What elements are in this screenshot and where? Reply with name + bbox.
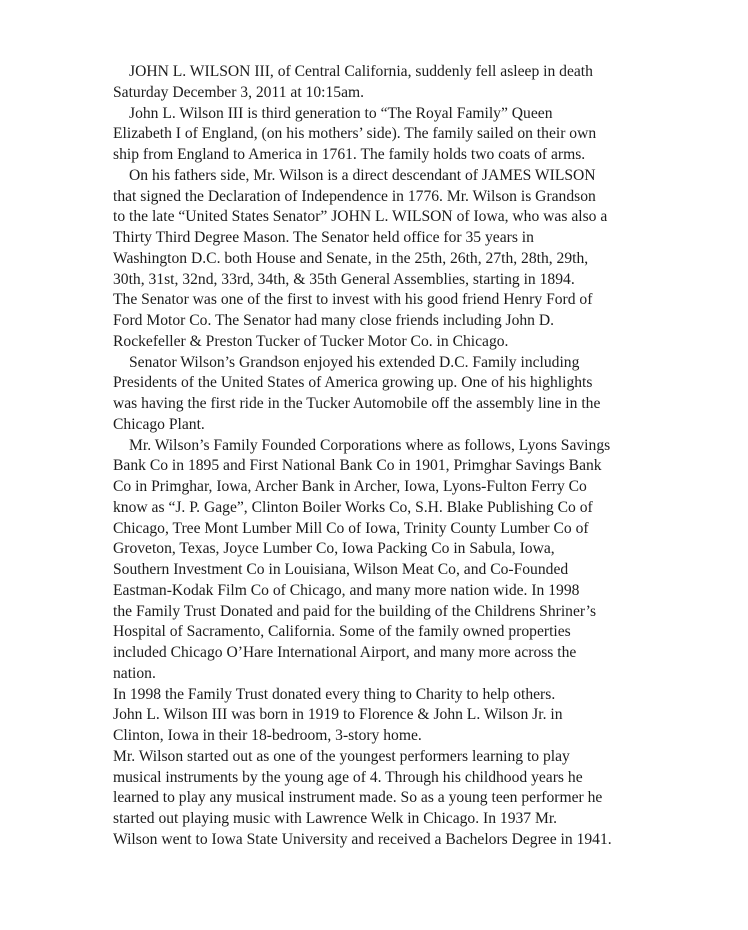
- text-line: Bank Co in 1895 and First National Bank Co in 1901, Primghar Savings Bank: [113, 457, 602, 475]
- text-line: Senator Wilson’s Grandson enjoyed his extended D.C. Family including: [129, 353, 580, 371]
- text-line: Washington D.C. both House and Senate, in the 25th, 26th, 27th, 28th, 29th,: [113, 249, 589, 267]
- text-line: Wilson went to Iowa State University and received a Bachelors Degree in 1941.: [113, 830, 612, 848]
- text-line: Presidents of the United States of America growing up. One of his highlights: [113, 374, 593, 392]
- obituary-page: [113, 62, 643, 851]
- text-line: Co in Primghar, Iowa, Archer Bank in Archer, Iowa, Lyons-Fulton Ferry Co: [113, 478, 587, 495]
- text-line: Elizabeth I of England, (on his mothers’ side). The family sailed on their own: [113, 125, 597, 143]
- text-line: included Chicago O’Hare International Airport, and many more across the: [113, 644, 577, 661]
- text-line: Ford Motor Co. The Senator had many close friends including John D.: [113, 312, 555, 329]
- text-line: Thirty Third Degree Mason. The Senator held office for 35 years in: [113, 229, 534, 246]
- text-line: Groveton, Texas, Joyce Lumber Co, Iowa Packing Co in Sabula, Iowa,: [113, 540, 555, 558]
- text-line: that signed the Declaration of Independence in 1776. Mr. Wilson is Grandson: [113, 187, 596, 205]
- text-line: learned to play any musical instrument made. So as a young teen performer he: [113, 789, 603, 807]
- text-line: Mr. Wilson’s Family Founded Corporations where as follows, Lyons Savings: [129, 436, 611, 454]
- text-line: Saturday December 3, 2011 at 10:15am.: [113, 83, 365, 101]
- text-line: Eastman-Kodak Film Co of Chicago, and many more nation wide. In 1998: [113, 581, 580, 599]
- text-line: musical instruments by the young age of 4. Through his childhood years he: [113, 768, 583, 786]
- text-line: On his fathers side, Mr. Wilson is a direct descendant of JAMES WILSON: [129, 166, 596, 184]
- text-line: ship from England to America in 1761. The family holds two coats of arms.: [113, 146, 586, 163]
- text-line: Rockefeller & Preston Tucker of Tucker Motor Co. in Chicago.: [113, 332, 509, 350]
- text-line: JOHN L. WILSON III, of Central California, suddenly fell asleep in death: [129, 63, 593, 80]
- text-line: In 1998 the Family Trust donated every thing to Charity to help others.: [113, 685, 556, 703]
- text-line: The Senator was one of the first to invest with his good friend Henry Ford of: [113, 291, 593, 309]
- text-line: Hospital of Sacramento, California. Some of the family owned properties: [113, 623, 571, 641]
- text-line: John L. Wilson III was born in 1919 to Florence & John L. Wilson Jr. in: [113, 706, 563, 724]
- text-line: John L. Wilson III is third generation to “The Royal Family” Queen: [129, 104, 553, 122]
- text-line: 30th, 31st, 32nd, 33rd, 34th, & 35th General Assemblies, starting in 1894.: [113, 270, 575, 288]
- text-line: Mr. Wilson started out as one of the youngest performers learning to play: [113, 747, 570, 765]
- text-line: Southern Investment Co in Louisiana, Wilson Meat Co, and Co-Founded: [113, 561, 569, 578]
- text-line: nation.: [113, 664, 156, 682]
- text-line: Clinton, Iowa in their 18-bedroom, 3-story home.: [113, 727, 422, 744]
- text-line: Chicago Plant.: [113, 415, 205, 433]
- text-line: the Family Trust Donated and paid for the building of the Childrens Shriner’s: [113, 602, 597, 620]
- text-line: Chicago, Tree Mont Lumber Mill Co of Iowa, Trinity County Lumber Co of: [113, 519, 589, 537]
- text-line: know as “J. P. Gage”, Clinton Boiler Works Co, S.H. Blake Publishing Co of: [113, 498, 593, 516]
- text-line: started out playing music with Lawrence Welk in Chicago. In 1937 Mr.: [113, 810, 558, 827]
- text-line: was having the first ride in the Tucker Automobile off the assembly line in the: [113, 395, 601, 412]
- text-line: to the late “United States Senator” JOHN L. WILSON of Iowa, who was also a: [113, 208, 608, 226]
